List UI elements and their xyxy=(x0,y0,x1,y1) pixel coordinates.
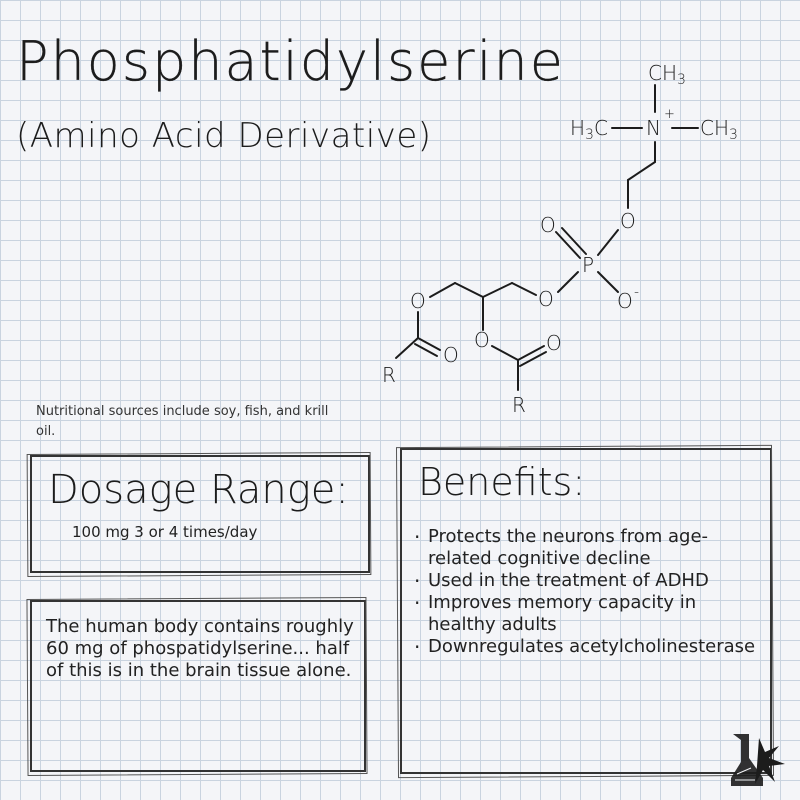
r-group-left: R xyxy=(382,363,396,387)
dosage-box xyxy=(30,455,370,573)
bond-ch-ch2 xyxy=(455,283,483,297)
phosphorus-label: P xyxy=(582,253,595,277)
ch3-left-label: $H_3C$ xyxy=(570,116,608,143)
benefit-item: · Protects the neurons from age-related cognitive decline xyxy=(412,526,764,570)
bond-o-p xyxy=(598,230,618,255)
oxygen-label-glycerol: O xyxy=(538,287,554,311)
bond-c-r-left xyxy=(396,338,418,358)
benefit-item: · Improves memory capacity in healthy adults xyxy=(412,592,764,636)
r-group-right: R xyxy=(512,393,526,417)
oxygen-label-left-carbonyl: O xyxy=(443,343,459,367)
fact-box xyxy=(30,600,366,772)
logo-icon xyxy=(725,728,789,792)
page-title: Phosphatidylserine xyxy=(16,30,565,93)
nitrogen-label: N xyxy=(646,116,661,140)
benefits-box xyxy=(400,448,772,774)
oxygen-label-double: O xyxy=(540,213,556,237)
bond-p-o-glycerol xyxy=(558,272,578,292)
positive-charge: + xyxy=(664,107,675,122)
dosage-value: 100 mg 3 or 4 times/day xyxy=(72,523,258,541)
bond-ch2-o-left xyxy=(430,283,455,297)
chemical-structure xyxy=(360,40,780,420)
oxygen-label-left: O xyxy=(410,289,426,313)
oxygen-label-right-carbonyl: O xyxy=(546,331,562,355)
negative-charge: - xyxy=(634,284,640,300)
benefits-heading: Benefits: xyxy=(418,460,586,504)
benefit-item: · Used in the treatment of ADHD xyxy=(412,570,764,592)
nutrition-note: Nutritional sources include soy, fish, and krill oil. xyxy=(36,404,329,439)
page-subtitle: (Amino Acid Derivative) xyxy=(16,116,432,156)
bond-ch2-ch2 xyxy=(628,162,655,180)
bond-ch2-ch xyxy=(483,283,512,297)
bond-p-ominus xyxy=(598,272,618,292)
oxygen-label-ester-chain: O xyxy=(620,209,636,233)
ch3-right-label: $CH_3$ xyxy=(700,116,738,143)
bond-c-o-double-right-1 xyxy=(518,346,544,360)
bond-o-c-right xyxy=(492,346,518,360)
oxygen-label-middle: O xyxy=(474,328,490,352)
ch3-top-label: $CH_3$ xyxy=(648,61,686,88)
benefit-item: · Downregulates acetylcholinesterase xyxy=(412,636,764,658)
benefits-list xyxy=(412,526,764,658)
dosage-heading: Dosage Range: xyxy=(48,467,349,513)
fact-text: The human body contains roughly 60 mg of phospatidylserine... half of this is in the brain tissue alone. xyxy=(46,616,354,681)
oxygen-label-anion: O xyxy=(617,289,633,313)
bond-c-o-double-right-2 xyxy=(520,352,546,366)
bond-o-ch2 xyxy=(512,283,536,295)
